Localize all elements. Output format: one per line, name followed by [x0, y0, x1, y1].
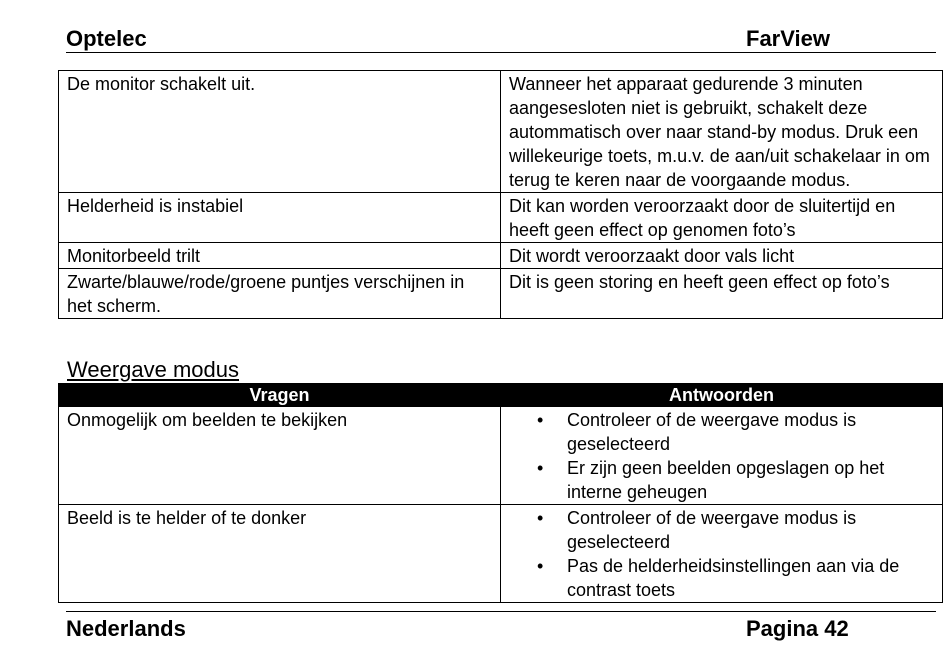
brand-name: Optelec: [66, 26, 147, 51]
answer-cell: [501, 407, 943, 505]
list-item: • Er zijn geen beelden opgeslagen op het interne geheugen: [567, 456, 934, 504]
page-header: [66, 26, 936, 53]
question-cell: Beeld is te helder of te donker: [59, 505, 501, 603]
display-mode-table: [58, 383, 943, 603]
table-row: [59, 407, 943, 505]
table-header-row: [59, 384, 943, 407]
answer-cell: [501, 505, 943, 603]
table-row: [59, 193, 943, 243]
answer-list: [509, 408, 934, 504]
answer-cell: Dit is geen storing en heeft geen effect op foto’s: [501, 269, 943, 319]
troubleshooting-table: [58, 70, 943, 319]
answer-cell: Dit kan worden veroorzaakt door de sluitertijd en heeft geen effect op genomen foto’s: [501, 193, 943, 243]
answer-cell: Wanneer het apparaat gedurende 3 minuten aangesesloten niet is gebruikt, schakelt deze autommatisch over naar stand-by modus. Druk een willekeurige toets, m.u.v. de aan/uit schakelaar in om terug te keren naar de voorgaande modus.: [501, 71, 943, 193]
column-header-questions: Vragen: [59, 384, 501, 407]
list-item: • Pas de helderheidsinstellingen aan via de contrast toets: [567, 554, 934, 602]
problem-cell: Monitorbeeld trilt: [59, 243, 501, 269]
answer-list: [509, 506, 934, 602]
problem-cell: Zwarte/blauwe/rode/groene puntjes verschijnen in het scherm.: [59, 269, 501, 319]
column-header-answers: Antwoorden: [501, 384, 943, 407]
table-row: [59, 269, 943, 319]
table-row: [59, 505, 943, 603]
problem-cell: Helderheid is instabiel: [59, 193, 501, 243]
question-cell: Onmogelijk om beelden te bekijken: [59, 407, 501, 505]
section-title: Weergave modus: [67, 357, 240, 382]
table-row: [59, 71, 943, 193]
answer-cell: Dit wordt veroorzaakt door vals licht: [501, 243, 943, 269]
table-row: [59, 243, 943, 269]
list-item: • Controleer of de weergave modus is geselecteerd: [567, 408, 934, 456]
language-label: Nederlands: [66, 616, 186, 641]
page-footer: [66, 611, 936, 644]
list-item: • Controleer of de weergave modus is geselecteerd: [567, 506, 934, 554]
page-number: Pagina 42: [746, 616, 849, 641]
product-name: FarView: [746, 26, 830, 51]
problem-cell: De monitor schakelt uit.: [59, 71, 501, 193]
